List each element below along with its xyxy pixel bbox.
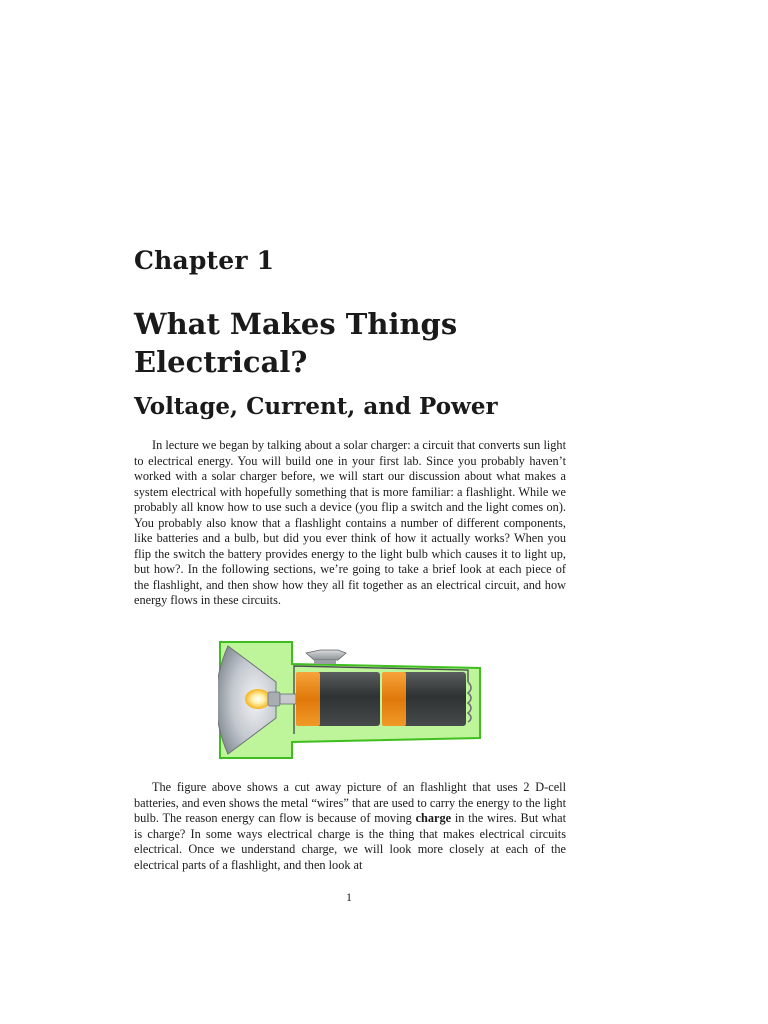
paragraph-text-before: The figure above shows a cut away picture of an flashlight that uses 2 D-cell batteries, and even shows the metal “wires” that are used to carry the energy to the light bulb. The reason energy can flow is because of moving: [134, 780, 566, 825]
intro-paragraph: In lecture we began by talking about a solar charger: a circuit that converts sun light to electrical energy. You will build one in your first lab. Since you probably haven’t worked with a solar charger before, we will start our discussion about what makes a system electrical with hopefully something that is more familiar: a flashlight. While we probably all know how to use such a device (you flip a switch and the light comes on). You probably also know that a flashlight contains a number of different components, like batteries and a bulb, but did you ever think of how it actually works? When you flip the switch the battery provides energy to the light bulb which causes it to light up, but how?. In the following sections, we’re going to take a brief look at each piece of the flashlight, and then show how they all fit together as an electrical circuit, and how energy flows in these circuits.: [134, 438, 566, 607]
charge-term: charge: [415, 811, 452, 825]
flashlight-figure: [218, 638, 482, 762]
switch-icon: [306, 650, 346, 664]
battery-2-icon: [382, 672, 466, 726]
flashlight-illustration: [218, 638, 482, 762]
figure-description-paragraph: [134, 780, 566, 873]
chapter-label: Chapter 1: [134, 246, 275, 275]
section-title: Voltage, Current, and Power: [134, 393, 498, 420]
page-number: [0, 890, 698, 905]
page-number-value: 1: [346, 890, 352, 904]
paragraph-text-after: in the wires. But what is charge? In some ways electrical charge is the thing that makes electrical circuits electrical. Once we understand charge, we will look more closely at each of the electrical parts of a flashlight, and then look at: [134, 811, 566, 872]
chapter-title: What Makes Things Electrical?: [134, 307, 458, 379]
battery-1-icon: [296, 672, 380, 726]
